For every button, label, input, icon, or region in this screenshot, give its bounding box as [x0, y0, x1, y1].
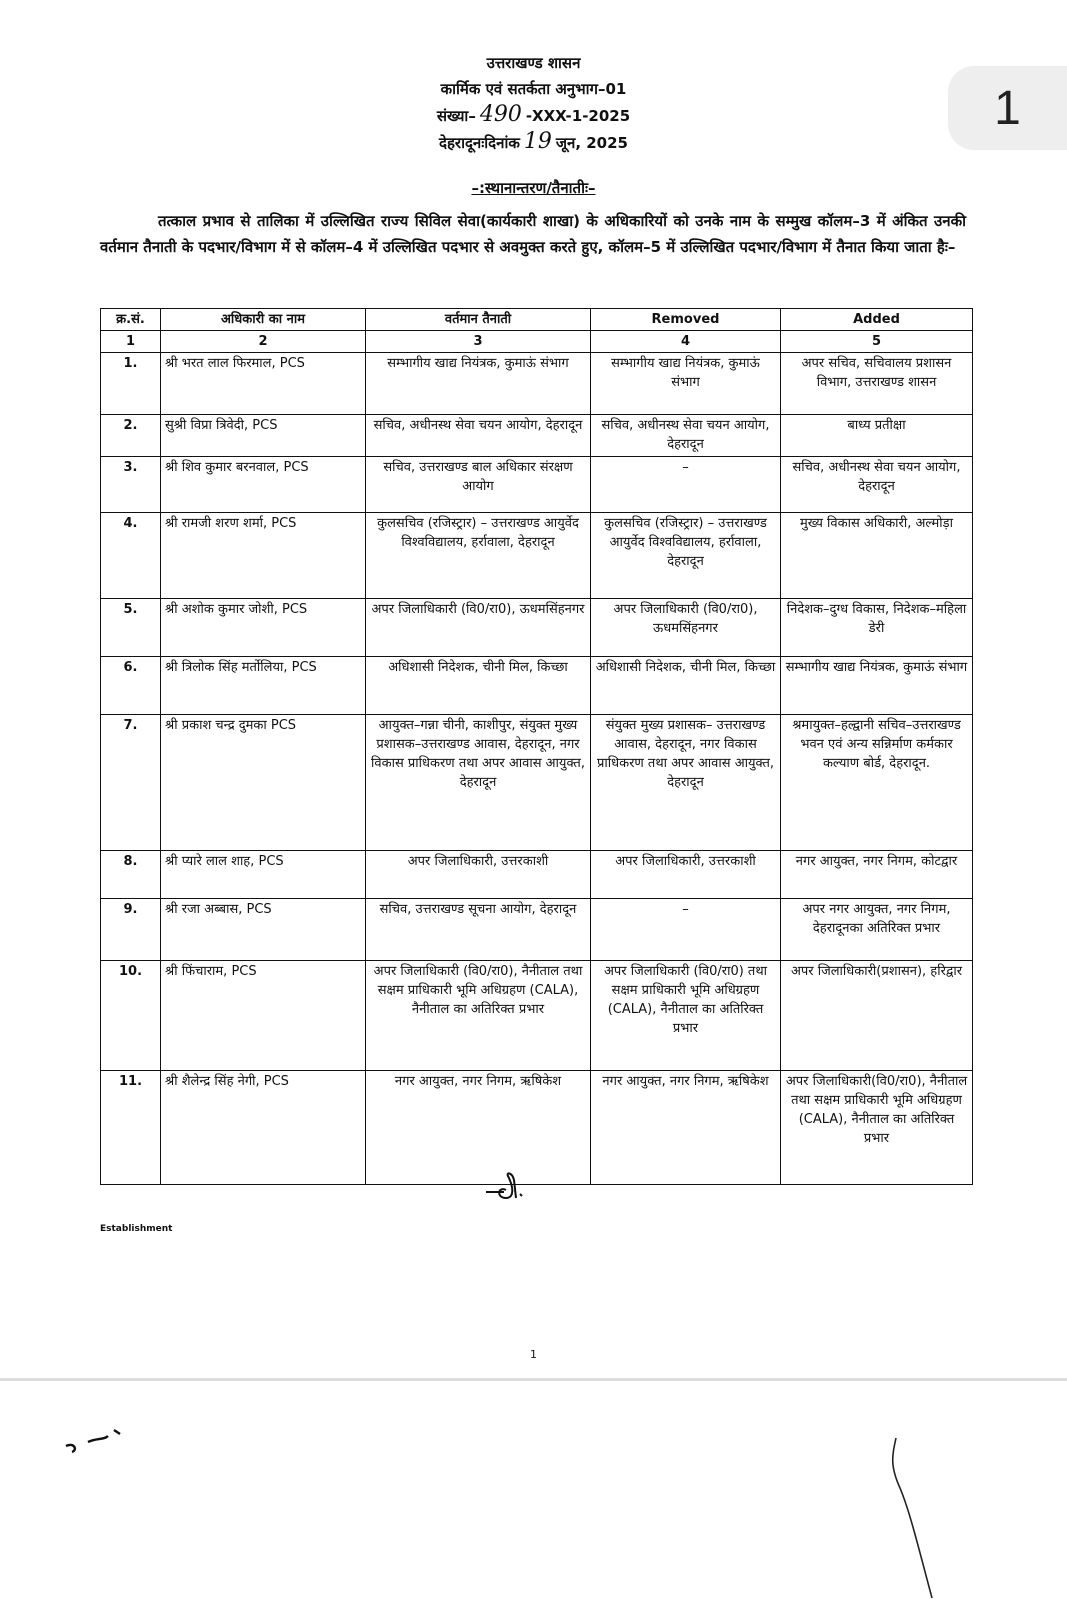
- officer-name: सुश्री विप्रा त्रिवेदी, PCS: [161, 415, 366, 457]
- page-number-badge: 1: [948, 66, 1067, 150]
- officer-name: श्री रजा अब्बास, PCS: [161, 899, 366, 961]
- pen-mark: [876, 1436, 936, 1600]
- col-number: 3: [366, 331, 591, 353]
- current-posting: सचिव, अधीनस्थ सेवा चयन आयोग, देहरादून: [366, 415, 591, 457]
- removed-posting: अपर जिलाधिकारी (वि0/रा0) तथा सक्षम प्राधिकारी भूमि अधिग्रहण (CALA), नैनीताल का अतिरिक्त प्रभार: [591, 961, 781, 1071]
- officer-name: श्री प्रकाश चन्द्र दुमका PCS: [161, 715, 366, 851]
- row-sn: 3.: [101, 457, 161, 513]
- officer-name: श्री फिंचाराम, PCS: [161, 961, 366, 1071]
- officer-name: श्री भरत लाल फिरमाल, PCS: [161, 353, 366, 415]
- table-row: [101, 657, 973, 715]
- added-posting: अपर जिलाधिकारी(प्रशासन), हरिद्वार: [781, 961, 973, 1071]
- removed-posting: –: [591, 899, 781, 961]
- row-sn: 10.: [101, 961, 161, 1071]
- added-posting: मुख्य विकास अधिकारी, अल्मोड़ा: [781, 513, 973, 599]
- establishment-label: Establishment: [100, 1224, 173, 1234]
- row-sn: 9.: [101, 899, 161, 961]
- header-name: अधिकारी का नाम: [161, 309, 366, 331]
- added-posting: अपर जिलाधिकारी(वि0/रा0), नैनीताल तथा सक्षम प्राधिकारी भूमि अधिग्रहण (CALA), नैनीताल का अतिरिक्त प्रभार: [781, 1071, 973, 1185]
- current-posting: सचिव, उत्तराखण्ड सूचना आयोग, देहरादून: [366, 899, 591, 961]
- current-posting: आयुक्त–गन्ना चीनी, काशीपुर, संयुक्त मुख्य प्रशासक–उत्तराखण्ड आवास, देहरादून, नगर विकास प्राधिकरण तथा अपर आवास आयुक्त, देहरादून: [366, 715, 591, 851]
- removed-posting: सम्भागीय खाद्य नियंत्रक, कुमाऊं संभाग: [591, 353, 781, 415]
- pen-mark: [64, 1424, 134, 1464]
- added-posting: निदेशक–दुग्ध विकास, निदेशक–महिला डेरी: [781, 599, 973, 657]
- col-number: 1: [101, 331, 161, 353]
- removed-posting: नगर आयुक्त, नगर निगम, ऋषिकेश: [591, 1071, 781, 1185]
- order-date-handwritten: 19: [523, 129, 552, 154]
- current-posting: अपर जिलाधिकारी, उत्तरकाशी: [366, 851, 591, 899]
- removed-posting: अपर जिलाधिकारी (वि0/रा0), ऊधमसिंहनगर: [591, 599, 781, 657]
- removed-posting: अधिशासी निदेशक, चीनी मिल, किच्छा: [591, 657, 781, 715]
- officer-name: श्री शैलेन्द्र सिंह नेगी, PCS: [161, 1071, 366, 1185]
- removed-posting: कुलसचिव (रजिस्ट्रार) – उत्तराखण्ड आयुर्वेद विश्वविद्यालय, हर्रावाला, देहरादून: [591, 513, 781, 599]
- header-added: Added: [781, 309, 973, 331]
- header-sn: क्र.सं.: [101, 309, 161, 331]
- row-sn: 6.: [101, 657, 161, 715]
- order-date: [0, 129, 1067, 156]
- row-sn: 2.: [101, 415, 161, 457]
- current-posting: नगर आयुक्त, नगर निगम, ऋषिकेश: [366, 1071, 591, 1185]
- table-row: [101, 851, 973, 899]
- govt-name: उत्तराखण्ड शासन: [486, 54, 581, 72]
- current-posting: सचिव, उत्तराखण्ड बाल अधिकार संरक्षण आयोग: [366, 457, 591, 513]
- table-row: [101, 457, 973, 513]
- col-number: 2: [161, 331, 366, 353]
- officer-name: श्री रामजी शरण शर्मा, PCS: [161, 513, 366, 599]
- table-row: [101, 415, 973, 457]
- officer-name: श्री प्यारे लाल शाह, PCS: [161, 851, 366, 899]
- added-posting: नगर आयुक्त, नगर निगम, कोटद्वार: [781, 851, 973, 899]
- order-date-prefix: देहरादूनःदिनांक: [439, 134, 520, 152]
- order-date-suffix: जून, 2025: [555, 134, 628, 152]
- added-posting: अपर सचिव, सचिवालय प्रशासन विभाग, उत्तराखण्ड शासन: [781, 353, 973, 415]
- intro-paragraph: [100, 208, 966, 260]
- added-posting: अपर नगर आयुक्त, नगर निगम, देहरादूनका अतिरिक्त प्रभार: [781, 899, 973, 961]
- table-row: [101, 353, 973, 415]
- order-number-prefix: संख्या–: [436, 107, 476, 125]
- table-header-row: [101, 309, 973, 331]
- row-sn: 4.: [101, 513, 161, 599]
- current-posting: अपर जिलाधिकारी (वि0/रा0), ऊधमसिंहनगर: [366, 599, 591, 657]
- row-sn: 8.: [101, 851, 161, 899]
- signature-mark: [484, 1168, 544, 1208]
- row-sn: 7.: [101, 715, 161, 851]
- row-sn: 11.: [101, 1071, 161, 1185]
- added-posting: सम्भागीय खाद्य नियंत्रक, कुमाऊं संभाग: [781, 657, 973, 715]
- table-row: [101, 899, 973, 961]
- table-row: [101, 513, 973, 599]
- row-sn: 1.: [101, 353, 161, 415]
- current-posting: सम्भागीय खाद्य नियंत्रक, कुमाऊं संभाग: [366, 353, 591, 415]
- removed-posting: अपर जिलाधिकारी, उत्तरकाशी: [591, 851, 781, 899]
- col-number: 5: [781, 331, 973, 353]
- officer-name: श्री अशोक कुमार जोशी, PCS: [161, 599, 366, 657]
- table-row: [101, 715, 973, 851]
- department-name: कार्मिक एवं सतर्कता अनुभाग–01: [440, 80, 627, 98]
- order-number-suffix: -XXX-1-2025: [525, 107, 631, 125]
- removed-posting: –: [591, 457, 781, 513]
- officer-name: श्री त्रिलोक सिंह मर्तोलिया, PCS: [161, 657, 366, 715]
- added-posting: सचिव, अधीनस्थ सेवा चयन आयोग, देहरादून: [781, 457, 973, 513]
- page-footer-number: 1: [530, 1348, 537, 1361]
- officer-name: श्री शिव कुमार बरनवाल, PCS: [161, 457, 366, 513]
- page-separator: [0, 1378, 1067, 1381]
- current-posting: अधिशासी निदेशक, चीनी मिल, किच्छा: [366, 657, 591, 715]
- order-number-handwritten: 490: [479, 102, 522, 127]
- added-posting: श्रमायुक्त–हल्द्वानी सचिव–उत्तराखण्ड भवन एवं अन्य सन्निर्माण कर्मकार कल्याण बोर्ड, देहरादून.: [781, 715, 973, 851]
- added-posting: बाध्य प्रतीक्षा: [781, 415, 973, 457]
- header-current: वर्तमान तैनाती: [366, 309, 591, 331]
- subject-line: –:स्थानान्तरण/तैनातीः–: [471, 179, 596, 197]
- removed-posting: संयुक्त मुख्य प्रशासक– उत्तराखण्ड आवास, देहरादून, नगर विकास प्राधिकरण तथा अपर आवास आयुक्त, देहरादून: [591, 715, 781, 851]
- row-sn: 5.: [101, 599, 161, 657]
- header-removed: Removed: [591, 309, 781, 331]
- order-number: [0, 102, 1067, 129]
- posting-table: [100, 308, 973, 1185]
- document-header: [0, 50, 1067, 156]
- column-number-row: [101, 331, 973, 353]
- intro-text: तत्काल प्रभाव से तालिका में उल्लिखित राज्य सिविल सेवा(कार्यकारी शाखा) के अधिकारियों को उनके नाम के सम्मुख कॉलम–3 में अंकित उनकी वर्तमान तैनाती के पदभार/विभाग में से कॉलम–4 में उल्लिखित पदभार से अवमुक्त करते हुए, कॉलम–5 में उल्लिखित पदभार/विभाग में तैनात किया जाता हैः–: [100, 212, 966, 256]
- current-posting: कुलसचिव (रजिस्ट्रार) – उत्तराखण्ड आयुर्वेद विश्वविद्यालय, हर्रावाला, देहरादून: [366, 513, 591, 599]
- table-row: [101, 961, 973, 1071]
- table-row: [101, 599, 973, 657]
- current-posting: अपर जिलाधिकारी (वि0/रा0), नैनीताल तथा सक्षम प्राधिकारी भूमि अधिग्रहण (CALA), नैनीताल का अतिरिक्त प्रभार: [366, 961, 591, 1071]
- removed-posting: सचिव, अधीनस्थ सेवा चयन आयोग, देहरादून: [591, 415, 781, 457]
- col-number: 4: [591, 331, 781, 353]
